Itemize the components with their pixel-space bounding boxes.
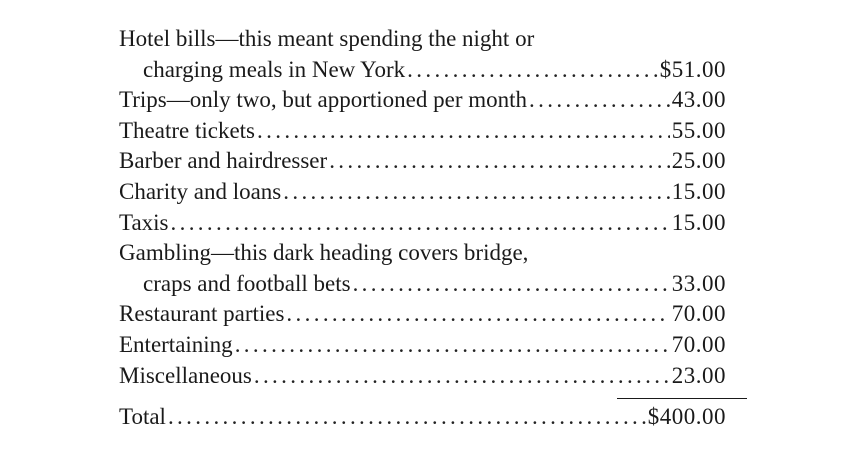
entry-amount: 33.00 [671,270,726,296]
ledger-row-entertaining [119,330,726,361]
entry-amount: $51.00 [659,56,726,82]
dot-leader [283,177,670,208]
entry-label: Restaurant parties [119,301,285,327]
entry-amount: 15.00 [671,178,726,204]
dot-leader [257,116,670,147]
ledger-row-miscellaneous [119,361,726,392]
dot-leader [235,330,670,361]
entry-label: Barber and hairdresser [119,148,328,174]
entry-label: Hotel bills—this meant spending the night or [119,26,535,51]
ledger-row-barber [119,146,726,177]
ledger-row-restaurant [119,299,726,330]
ledger-row-hotel [119,55,726,86]
ledger-row-total [119,402,726,433]
total-amount: $400.00 [647,404,726,429]
dot-leader [254,361,670,392]
ledger-row-charity [119,177,726,208]
ledger-row-gambling [119,269,726,300]
dot-leader [286,299,669,330]
dot-leader [353,269,670,300]
entry-label: Entertaining [119,331,233,357]
ledger-row-hotel-heading [119,24,726,55]
entry-amount: 55.00 [671,117,726,143]
entry-amount: 25.00 [671,148,726,174]
expense-ledger [119,24,726,391]
entry-amount: 70.00 [671,331,726,357]
dot-leader [171,208,670,239]
entry-label: Miscellaneous [119,362,252,388]
ledger-row-theatre [119,116,726,147]
entry-label: Charity and loans [119,178,282,204]
entry-amount: 15.00 [671,209,726,235]
dot-leader [168,402,646,433]
sum-rule [617,398,747,399]
total-label: Total [119,404,166,429]
entry-label: Taxis [119,209,169,235]
entry-label: craps and football bets [143,270,351,296]
dot-leader [329,146,670,177]
entry-label: Theatre tickets [119,117,256,143]
dot-leader [407,55,658,86]
ledger-row-trips [119,85,726,116]
ledger-row-taxis [119,208,726,239]
entry-label: Trips—only two, but apportioned per month [119,87,528,113]
entry-label: charging meals in New York [143,56,406,82]
entry-amount: 70.00 [671,301,726,327]
entry-amount: 43.00 [671,87,726,113]
entry-amount: 23.00 [671,362,726,388]
ledger-row-gambling-heading [119,238,726,269]
dot-leader [529,85,670,116]
entry-label: Gambling—this dark heading covers bridge, [119,240,529,266]
